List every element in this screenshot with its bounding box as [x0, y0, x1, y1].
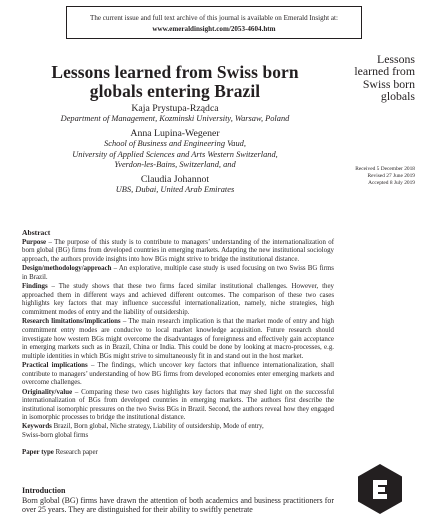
section-label: Practical implications [22, 362, 88, 370]
section-label: Originality/value [22, 388, 73, 396]
paper-type-label: Paper type [22, 449, 54, 456]
section-text: – The study shows that these two firms faced similar institutional challenges. However, they approached them in different ways and achieved different outcomes. The comparison of these two cases highlights key factors that may influence successful internationalization, namely, niche strategies, high commitment modes of entry and the liability of outsidership. [22, 283, 334, 316]
abstract-originality [22, 389, 334, 423]
running-title [327, 53, 415, 102]
logo-mark [373, 480, 387, 499]
author-block [22, 174, 328, 196]
abstract-purpose [22, 239, 334, 265]
abstract-limitations [22, 318, 334, 361]
section-text: – The findings, which uncover key factors that influence internationalization, shall contribute to managers’ understanding of how BG firms from developed economies enter emerging markets and overcome challenges. [22, 362, 335, 387]
keywords-label: Keywords [22, 423, 52, 430]
notice-text: The current issue and full text archive of this journal is available on Emerald Insight at: [89, 14, 338, 22]
submission-dates [315, 166, 415, 187]
section-label: Findings [22, 283, 48, 291]
author-block [22, 128, 328, 171]
abstract-practical [22, 362, 334, 388]
running-title-line: globals [380, 88, 415, 103]
section-label: Purpose [22, 238, 47, 246]
introduction-heading: Introduction [22, 486, 66, 495]
abstract [22, 229, 334, 424]
author-name: Anna Lupina-Wegener [130, 127, 220, 139]
author-name: Kaja Prystupa-Rządca [131, 103, 219, 114]
publisher-logo-icon [353, 462, 407, 516]
introduction-text: Born global (BG) firms have drawn the attention of both academics and business practitioners for over 25 years. They are distinguished for their ability to swiftly penetrate [22, 496, 334, 515]
author-list [22, 103, 328, 196]
journal-url-link[interactable]: www.emeraldinsight.com/2053-4604.htm [152, 24, 276, 33]
author-affiliation: Department of Management, Kozminski University, Warsaw, Poland [60, 114, 290, 124]
author-affiliation: UBS, Dubai, United Arab Emirates [115, 185, 235, 195]
keywords [22, 423, 272, 440]
section-text: – The main research implication is that the market mode of entry and high commitment entry modes are conducive to local market knowledge acquisition. Future research should investigate how western BGs might overcome the disadvantages of foreignness and effectively gain acceptance in emerging markets such as in Brazil, China or India. This could be done by looking at macro-processes, e.g. multiple identities in which BGs might strive to simultaneously fit in and stand out in the host market. [22, 318, 335, 360]
article-title-line: Lessons learned from Swiss born [51, 62, 299, 82]
author-affiliation: School of Business and Engineering Vaud, [104, 139, 246, 149]
section-text: – Comparing these two cases highlights key factors that may shed light on the successful internationalization of BGs from developed countries in emerging markets. The authors first describe the institutional isomorphic pressures on the two Swiss BGs in Brazil. Second, the authors reveal how they engaged in isomorphic processes to bridge the institutional distance. [22, 388, 334, 422]
article-header [22, 63, 328, 199]
abstract-findings [22, 283, 334, 317]
section-text: – The purpose of this study is to contribute to managers’ understanding of the internationalization of born global (BG) firms from developed countries in emerging markets. Adapting the new institutional sociology approach, the authors provide insights into how BGs might strive to bridge the institutional distance. [22, 238, 334, 263]
accepted-date: Accepted 8 July 2019 [368, 180, 415, 186]
section-label: Research limitations/implications [22, 318, 121, 326]
abstract-heading: Abstract [22, 228, 51, 237]
revised-date: Revised 27 June 2019 [367, 173, 415, 179]
section-text: – An explorative, multiple case study is used focusing on two Swiss BG firms in Brazil. [22, 265, 334, 281]
keywords-text: Brazil, Born global, Niche strategy, Liability of outsidership, Mode of entry, Swiss-born global firms [22, 423, 264, 439]
journal-access-notice [66, 6, 362, 39]
article-title [22, 63, 328, 100]
section-label: Design/methodology/approach [22, 265, 112, 273]
author-affiliation: Yverdon-les-Bains, Switzerland, and [114, 160, 236, 170]
article-title-line: globals entering Brazil [89, 80, 261, 101]
paper-type-text: Research paper [53, 449, 98, 456]
author-block [22, 103, 328, 125]
paper-type [22, 449, 98, 458]
received-date: Received 5 December 2018 [355, 166, 415, 172]
abstract-design [22, 265, 334, 282]
author-affiliation: University of Applied Sciences and Arts Western Switzerland, [72, 149, 278, 159]
running-title-line: Swiss born [362, 76, 415, 91]
author-name: Claudia Johannot [140, 173, 210, 185]
running-title-line: learned from [354, 64, 415, 79]
running-title-line: Lessons [376, 52, 415, 66]
